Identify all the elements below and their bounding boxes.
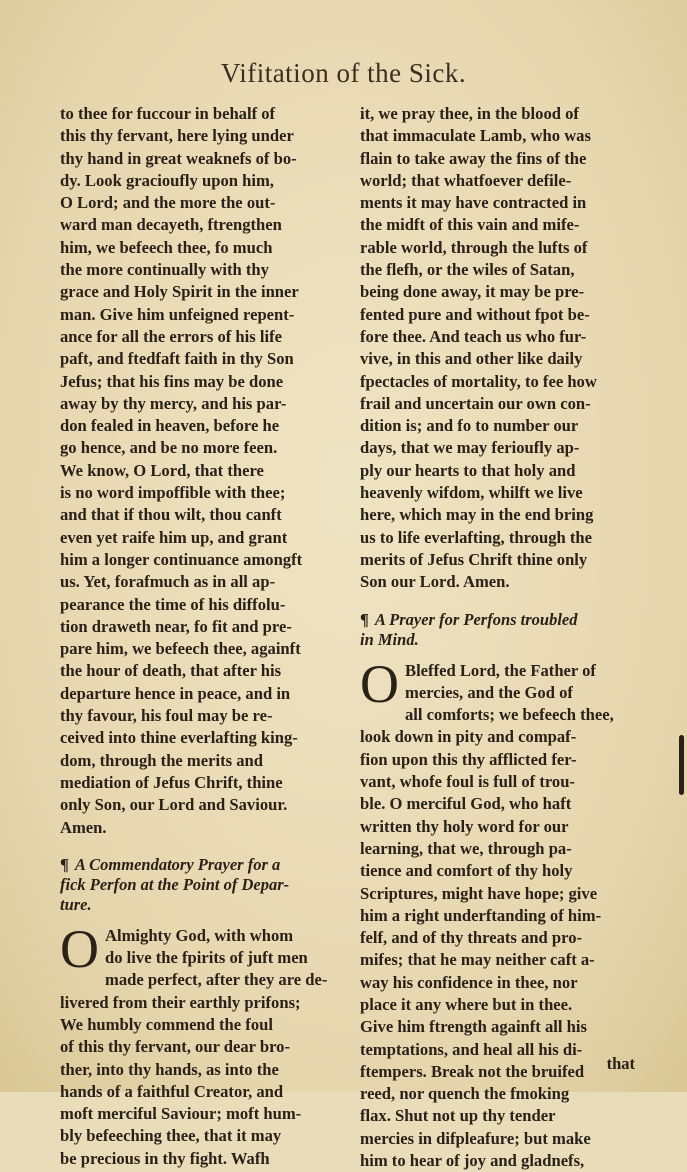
drop-cap: O xyxy=(360,653,399,714)
commendatory-prayer-text xyxy=(60,918,350,1170)
heading-text: A Prayer for Perfons troubled in Mind. xyxy=(360,609,578,649)
commendatory-prayer-continuation: it, we pray thee, in the blood of that immaculate Lamb, who was flain to take away the fins of the world; that whatfoever defile- ments it may have contracted in the midft of this vain and mife- rable world, through the lufts of the flefh, or the wiles of Satan, being done away, it may be pre- fented pure and without fpot be- fore thee. And teach us who fur- vive, in this and other like daily fpectacles of mortality, to fee how frail and uncertain our own con- dition is; and fo to number our days, that we may ferioufly ap- ply our hearts to that holy and heavenly wifdom, whilft we live here, which may in the end bring us to life everlafting, through the merits of Jefus Chrift thine only Son our Lord. Amen. xyxy=(360,104,597,592)
margin-ink-mark xyxy=(679,735,684,795)
troubled-mind-prayer-heading xyxy=(360,610,658,650)
paragraph-body: Bleffed Lord, the Father of mercies, and the God of all comforts; we befeech thee, look down in pity and compaf- fion upon this thy afflicted fer- vant, whofe foul is full of trou- ble. O merciful God, who haft written thy holy word for our learning, that we, through pa- tience and comfort of thy holy Scriptures, might have hope; give him a right underftanding of him- felf, and of thy threats and pro- mifes; that he may neither caft a- way his confidence in thee, nor place it any where but in thee. Give him ftrength againft all his temptations, and heal all his di- ftempers. Break not the bruifed reed, nor quench the fmoking flax. Shut not up thy tender mercies in difpleafure; but make him to hear of joy and gladnefs, xyxy=(360,660,614,1171)
right-column xyxy=(360,103,658,1172)
heading-text: A Commendatory Prayer for a fick Perfon at the Point of Depar- ture. xyxy=(60,854,290,914)
catchword: that xyxy=(606,1054,635,1073)
drop-cap: O xyxy=(60,918,99,979)
paragraph-body: Almighty God, with whom do live the fpirits of juft men made perfect, after they are de- livered from their earthly prifons; We humbly commend the foul of this thy fervant, our dear bro- ther, into thy hands, as into the hands of a faithful Creator, and moft merciful Saviour; moft hum- bly befeeching thee, that it may be precious in thy fight. Wafh xyxy=(60,925,328,1168)
running-head: Vifitation of the Sick. xyxy=(220,58,467,88)
troubled-mind-prayer-text xyxy=(360,653,658,1172)
pilcrow-mark: ¶ xyxy=(360,609,369,629)
pilcrow-mark: ¶ xyxy=(60,854,69,874)
prayer-continuation-text: to thee for fuccour in behalf of this thy fervant, here lying under thy hand in great weaknefs of bo- dy. Look gracioufly upon him, O Lord; and the more the out- ward man decayeth, ftrengthen him, we befeech thee, fo much the more continually with thy grace and Holy Spirit in the inner man. Give him unfeigned repent- ance for all the errors of his life paft, and ftedfaft faith in thy Son Jefus; that his fins may be done away by thy mercy, and his par- don fealed in heaven, before he go hence, and be no more feen. We know, O Lord, that there is no word impoffible with thee; and that if thou wilt, thou canft even yet raife him up, and grant him a longer continuance amongft us. Yet, forafmuch as in all ap- pearance the time of his diffolu- tion draweth near, fo fit and pre- pare him, we befeech thee, againft the hour of death, that after his departure hence in peace, and in thy favour, his foul may be re- ceived into thine everlafting king- dom, through the merits and mediation of Jefus Chrift, thine only Son, our Lord and Saviour. Amen. xyxy=(60,104,303,837)
left-column xyxy=(60,103,350,1170)
commendatory-prayer-heading xyxy=(60,855,350,915)
